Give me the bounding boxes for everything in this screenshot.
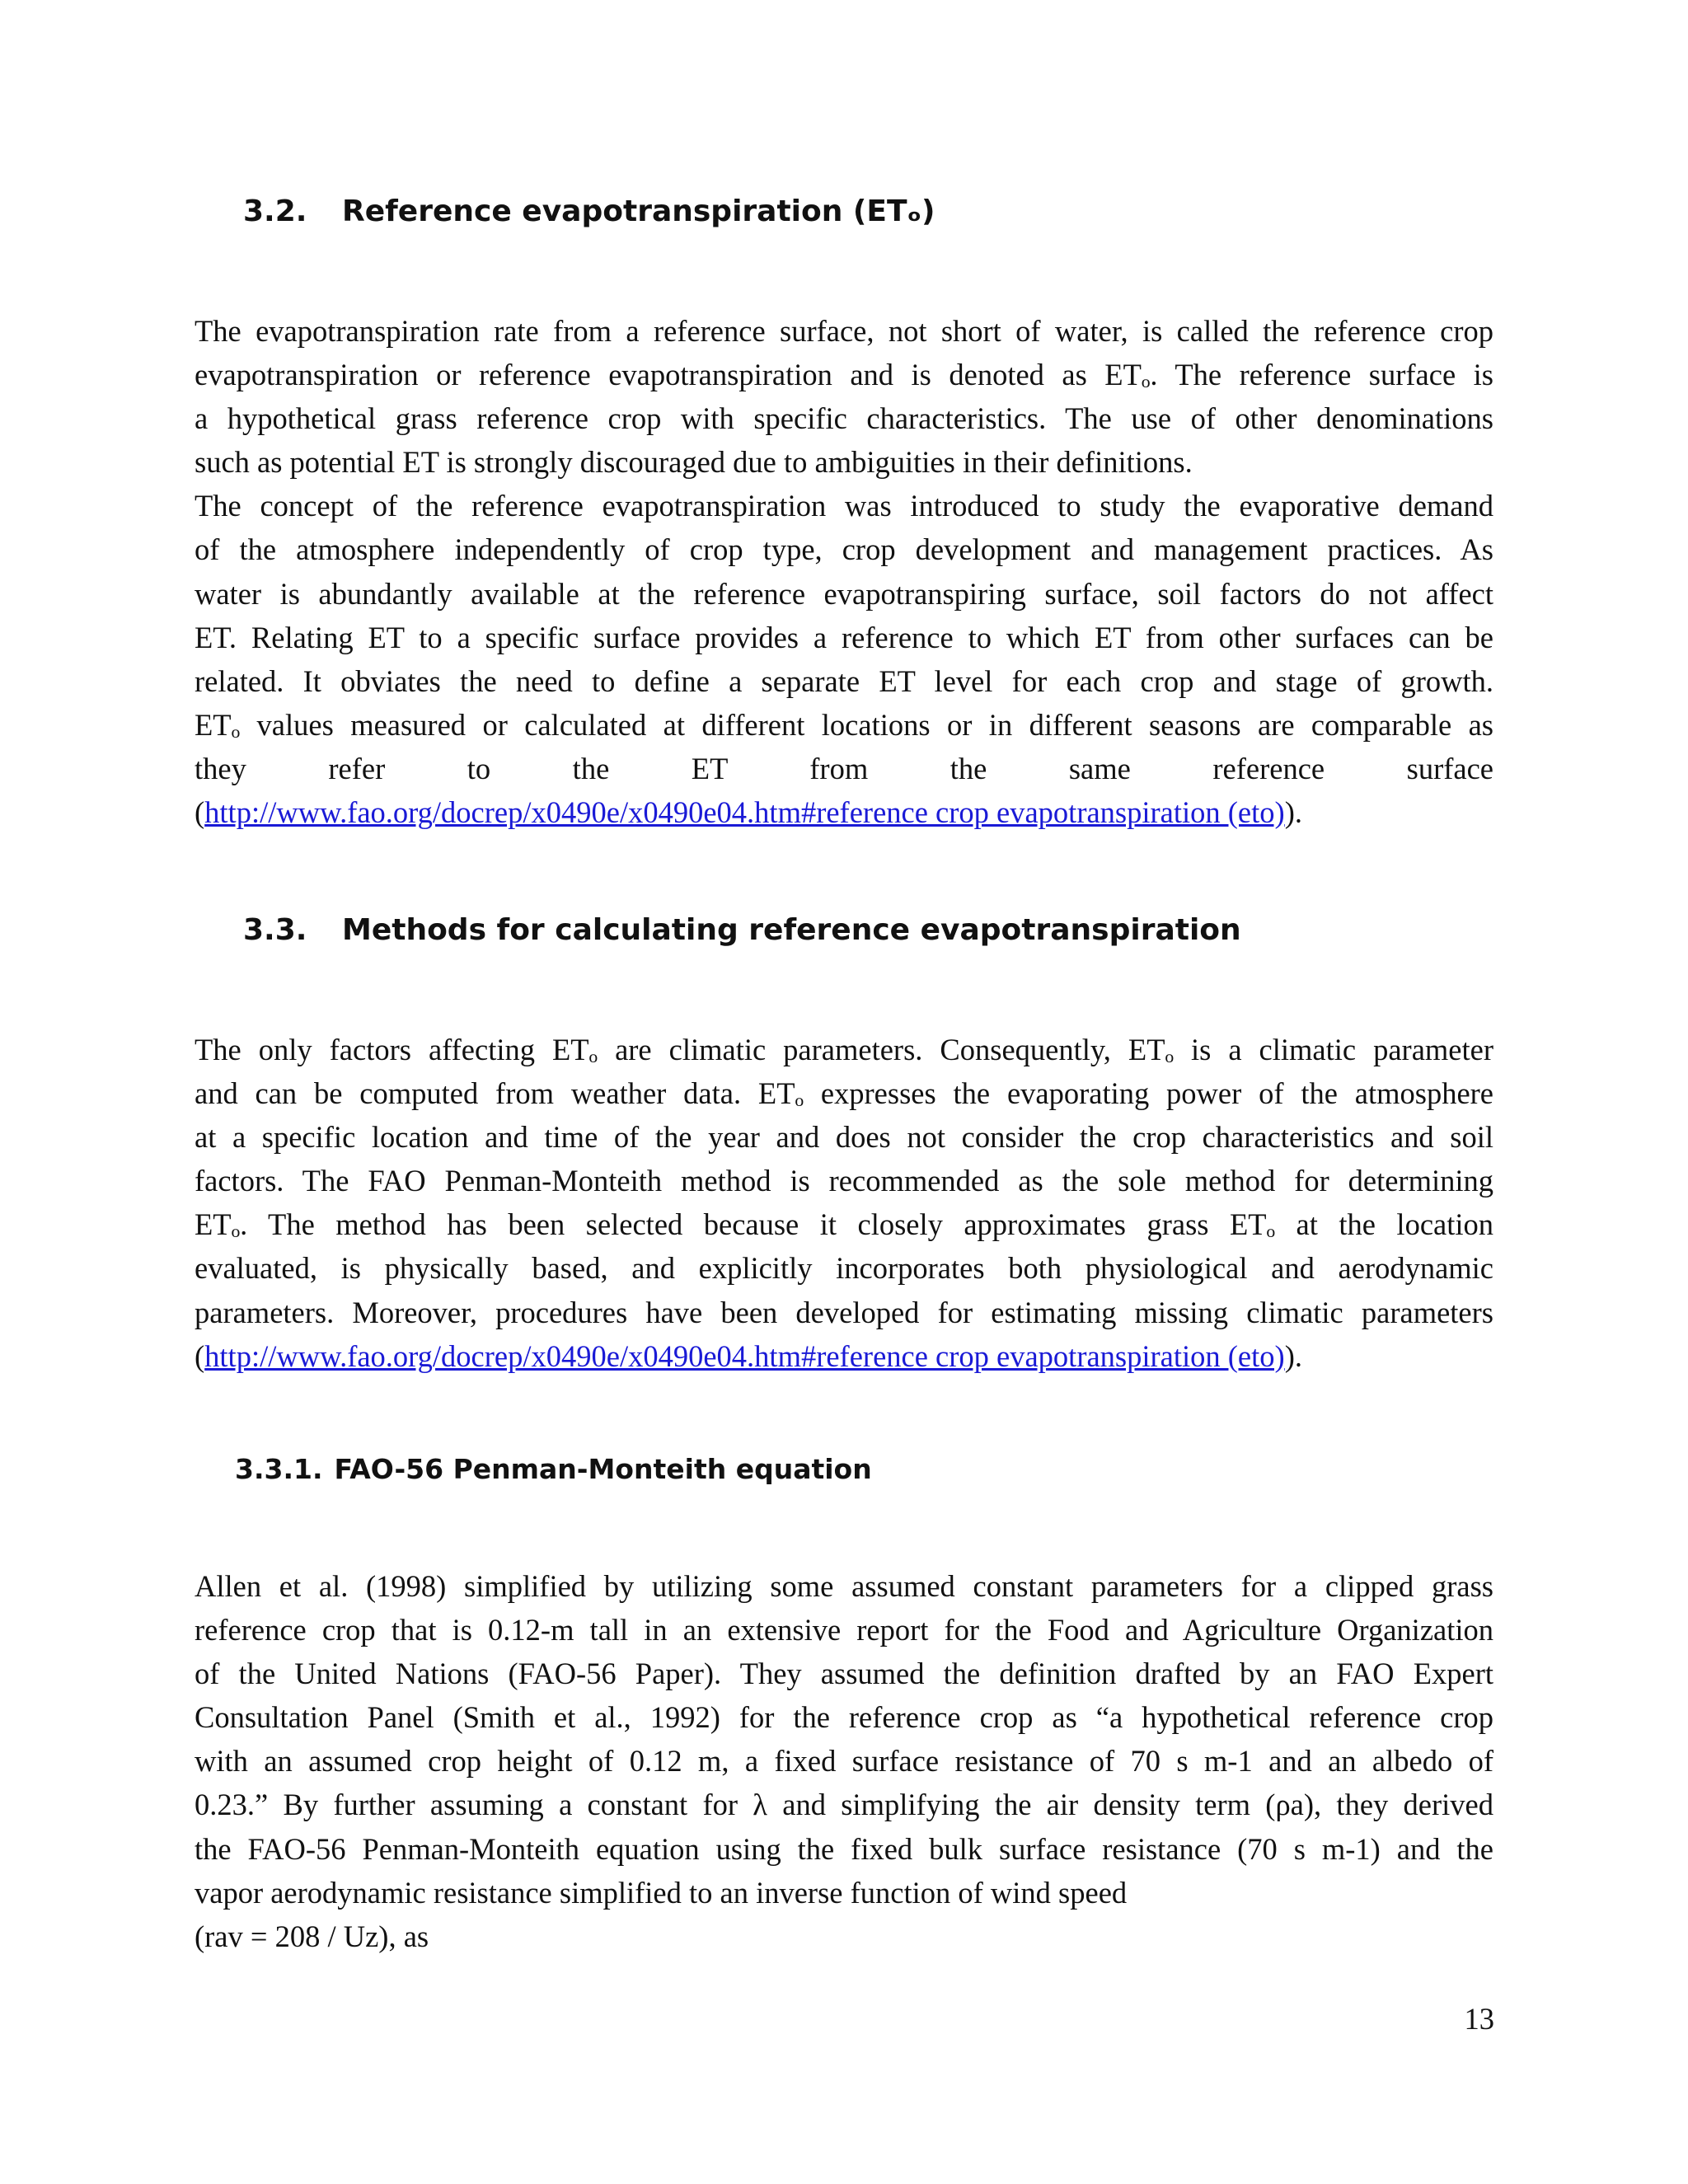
link-prefix: ( [195, 795, 205, 830]
text-line: (rav = 208 / Uz), as [195, 1919, 429, 1953]
text-line: evapotranspiration or reference evapotranspiration and is denoted as ETₒ. The reference surface is [195, 358, 1493, 392]
text-line: ETₒ. The method has been selected because it closely approximates grass ETₒ at the location [195, 1207, 1493, 1242]
section-number: 3.3. [243, 913, 307, 947]
text-line: and can be computed from weather data. ETₒ expresses the evaporating power of the atmosphere [195, 1076, 1493, 1111]
text-line: they refer to the ET from the same reference surface [195, 751, 1493, 785]
text-line: with an assumed crop height of 0.12 m, a fixed surface resistance of 70 s m-1 and an albedo of [195, 1744, 1493, 1779]
section-3-3-1-body [195, 1564, 1493, 1958]
section-3-3-1-heading [235, 1453, 872, 1485]
link-suffix: ). [1284, 1338, 1302, 1373]
text-line: ETₒ values measured or calculated at different locations or in different seasons are comparable as [195, 707, 1493, 742]
text-line: Allen et al. (1998) simplified by utilizing some assumed constant parameters for a clipped grass [195, 1569, 1493, 1603]
text-line: the FAO-56 Penman-Monteith equation using the fixed bulk surface resistance (70 s m-1) and the [195, 1831, 1493, 1866]
fao-reference-link[interactable]: http://www.fao.org/docrep/x0490e/x0490e04.htm#reference crop evapotranspiration (eto) [204, 795, 1285, 830]
link-line [195, 1334, 1493, 1378]
text-line: factors. The FAO Penman-Monteith method is recommended as the sole method for determining [195, 1164, 1493, 1198]
section-number: 3.3.1. [235, 1453, 323, 1485]
link-line [195, 790, 1493, 834]
text-line: at a specific location and time of the year and does not consider the crop characteristics and soil [195, 1120, 1493, 1155]
text-line: reference crop that is 0.12-m tall in an extensive report for the Food and Agriculture Organization [195, 1613, 1493, 1647]
text-line: The only factors affecting ETₒ are climatic parameters. Consequently, ETₒ is a climatic parameter [195, 1033, 1493, 1066]
text-line: The concept of the reference evapotranspiration was introduced to study the evaporative demand [195, 489, 1493, 523]
section-3-3-heading [243, 913, 1241, 947]
section-title: Reference evapotranspiration (ETₒ) [342, 194, 935, 228]
text-line: vapor aerodynamic resistance simplified to an inverse function of wind speed [195, 1875, 1128, 1910]
section-title: Methods for calculating reference evapotranspiration [342, 913, 1241, 947]
text-line: evaluated, is physically based, and explicitly incorporates both physiological and aerodynamic [195, 1251, 1493, 1286]
text-line: The evapotranspiration rate from a reference surface, not short of water, is called the reference crop [195, 314, 1493, 348]
text-line: of the United Nations (FAO-56 Paper). They assumed the definition drafted by an FAO Expert [195, 1657, 1493, 1691]
text-line: water is abundantly available at the reference evapotranspiring surface, soil factors do not affect [195, 576, 1493, 611]
text-line: ET. Relating ET to a specific surface provides a reference to which ET from other surfaces can be [195, 620, 1493, 654]
text-line: 0.23.” By further assuming a constant for λ and simplifying the air density term (ρa), they derived [195, 1788, 1493, 1822]
section-3-2-heading [243, 194, 935, 228]
text-line: a hypothetical grass reference crop with specific characteristics. The use of other denominations [195, 401, 1493, 436]
section-3-3-body [195, 1028, 1493, 1378]
text-line: related. It obviates the need to define a separate ET level for each crop and stage of growth. [195, 663, 1493, 698]
fao-reference-link[interactable]: http://www.fao.org/docrep/x0490e/x0490e04.htm#reference crop evapotranspiration (eto) [204, 1338, 1285, 1373]
section-title: FAO-56 Penman-Monteith equation [334, 1453, 872, 1485]
link-suffix: ). [1284, 795, 1302, 830]
section-3-2-body [195, 309, 1493, 834]
page-number: 13 [1464, 2002, 1494, 2036]
text-line: parameters. Moreover, procedures have been developed for estimating missing climatic parameters [195, 1295, 1493, 1329]
text-line: Consultation Panel (Smith et al., 1992) for the reference crop as “a hypothetical reference crop [195, 1700, 1493, 1735]
text-line: such as potential ET is strongly discouraged due to ambiguities in their definitions. [195, 445, 1193, 480]
text-line: of the atmosphere independently of crop type, crop development and management practices. As [195, 532, 1493, 567]
section-number: 3.2. [243, 194, 307, 228]
link-prefix: ( [195, 1338, 205, 1373]
